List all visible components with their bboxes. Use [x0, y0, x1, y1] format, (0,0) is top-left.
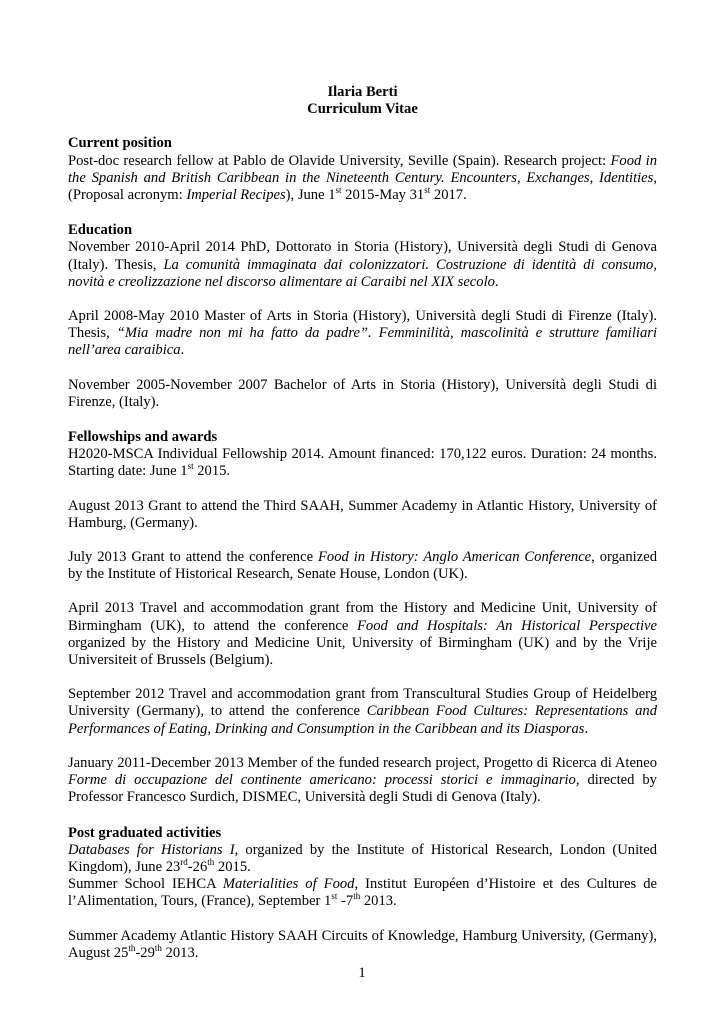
author-name: Ilaria Berti: [327, 84, 398, 100]
title-block: [68, 84, 657, 118]
activity-iehca: Summer School IEHCA Materialities of Food, Institut Européen d’Histoire et des Cultures de l’Alimentation, Tours, (France), September 1st -7th 2013.: [68, 876, 657, 910]
activity-databases: Databases for Historians I, organized by the Institute of Historical Research, London (United Kingdom), June 23rd-26th 2015.: [68, 841, 657, 875]
fellowship-food-history: July 2013 Grant to attend the conference Food in History: Anglo American Conference, organized by the Institute of Historical Research, Senate House, London (UK).: [68, 549, 657, 583]
fellowship-msca: H2020-MSCA Individual Fellowship 2014. Amount financed: 170,122 euros. Duration: 24 months. Starting date: June 1st 2015.: [68, 446, 657, 480]
section-heading-post-graduated: Post graduated activities: [68, 824, 222, 841]
cv-page: [68, 84, 657, 962]
fellowship-heidelberg: September 2012 Travel and accommodation grant from Transcultural Studies Group of Heidelberg University (Germany), to attend the conference Caribbean Food Cultures: Representations and Performances of Eating, Drinking and Consumption in the Caribbean and its Diasporas.: [68, 686, 657, 737]
section-heading-fellowships: Fellowships and awards: [68, 429, 218, 446]
section-heading-education: Education: [68, 222, 133, 239]
document-title: Curriculum Vitae: [307, 101, 418, 118]
fellowship-birmingham: April 2013 Travel and accommodation grant from the History and Medicine Unit, University of Birmingham (UK), to attend the conference Food and Hospitals: An Historical Perspective organized by the History and Medicine Unit, University of Birmingham (UK) and by the Vrije Universiteit of Brussels (Belgium).: [68, 600, 657, 669]
fellowship-genova-project: January 2011-December 2013 Member of the funded research project, Progetto di Ricerca di Ateneo Forme di occupazione del continente americano: processi storici e immaginario, directed by Professor Francesco Surdich, DISMEC, Università degli Studi di Genova (Italy).: [68, 754, 657, 806]
page-number: 1: [358, 965, 366, 981]
education-ma: April 2008-May 2010 Master of Arts in Storia (History), Università degli Studi di Firenze (Italy). Thesis, “Mia madre non mi ha fatto da padre”. Femminilità, mascolinità e strutture familiari nell’area caraibica.: [68, 308, 657, 359]
activity-saah: Summer Academy Atlantic History SAAH Circuits of Knowledge, Hamburg University, (Germany), August 25th-29th 2013.: [68, 927, 657, 961]
section-heading-current-position: Current position: [68, 135, 172, 152]
fellowship-saah: August 2013 Grant to attend the Third SAAH, Summer Academy in Atlantic History, University of Hamburg, (Germany).: [68, 497, 657, 531]
current-position-text: Post-doc research fellow at Pablo de Olavide University, Seville (Spain). Research project: Food in the Spanish and British Caribbean in the Nineteenth Century. Encounters, Exchanges, Identities, (Proposal acronym: Imperial Recipes), June 1st 2015-May 31st 2017.: [68, 152, 657, 204]
education-ba: November 2005-November 2007 Bachelor of Arts in Storia (History), Università degli Studi di Firenze, (Italy).: [68, 376, 657, 410]
education-phd: November 2010-April 2014 PhD, Dottorato in Storia (History), Università degli Studi di Genova (Italy). Thesis, La comunità immaginata dai colonizzatori. Costruzione di identità di consumo, novità e creolizzazione nel discorso alimentare ai Caraibi nel XIX secolo.: [68, 239, 657, 290]
